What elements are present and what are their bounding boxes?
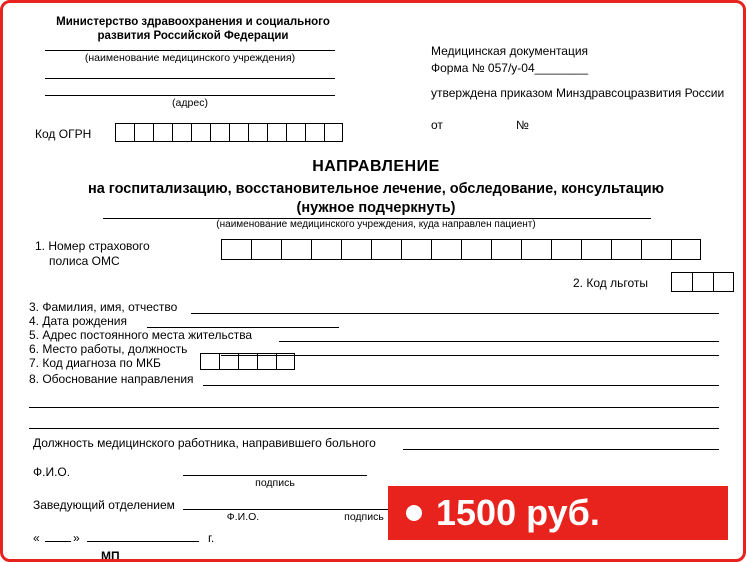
- diagnosis-code-cells[interactable]: [200, 353, 295, 370]
- field-justification-rule-2[interactable]: [29, 407, 719, 408]
- policy-cell[interactable]: [311, 239, 341, 260]
- diagnosis-cell[interactable]: [276, 353, 295, 370]
- head-fio-caption: Ф.И.О.: [226, 511, 260, 523]
- diagnosis-cell[interactable]: [219, 353, 238, 370]
- approval-number-label: №: [516, 118, 529, 132]
- document-inner: [3, 3, 746, 562]
- price-stamp-text: 1500 руб.: [436, 492, 600, 533]
- page-subtitle: [3, 180, 746, 218]
- ministry-heading: [43, 15, 343, 43]
- policy-cell[interactable]: [521, 239, 551, 260]
- policy-cell[interactable]: [671, 239, 701, 260]
- doctor-position-label: Должность медицинского работника, направившего больного: [33, 436, 376, 450]
- page-title: НАПРАВЛЕНИЕ: [312, 158, 440, 175]
- ogrn-cell[interactable]: [153, 123, 172, 142]
- policy-cell[interactable]: [371, 239, 401, 260]
- ogrn-label: Код ОГРН: [35, 127, 92, 141]
- benefit-cell[interactable]: [692, 272, 713, 292]
- policy-cell[interactable]: [401, 239, 431, 260]
- policy-cell[interactable]: [221, 239, 251, 260]
- policy-number-cells[interactable]: [221, 239, 701, 260]
- institution-rule-2: [45, 78, 335, 79]
- field-fullname-rule[interactable]: [191, 313, 719, 314]
- policy-label-line-2: полиса ОМС: [49, 254, 120, 268]
- ogrn-cell[interactable]: [267, 123, 286, 142]
- field-diagnosis-label: 7. Код диагноза по МКБ: [29, 356, 161, 370]
- field-justification-rule-3[interactable]: [29, 428, 719, 429]
- benefit-code-cells[interactable]: [671, 272, 734, 292]
- ogrn-cell[interactable]: [134, 123, 153, 142]
- policy-cell[interactable]: [551, 239, 581, 260]
- field-workplace-label: 6. Место работы, должность: [29, 342, 188, 356]
- field-birthdate-label: 4. Дата рождения: [29, 314, 127, 328]
- med-doc-line-1: Медицинская документация: [431, 44, 589, 58]
- dot-icon: [406, 505, 422, 521]
- head-signature-caption: подпись: [344, 511, 384, 523]
- field-address-label: 5. Адрес постоянного места жительства: [29, 328, 253, 342]
- stamp-place-label: МП: [101, 549, 120, 562]
- ogrn-cell[interactable]: [286, 123, 305, 142]
- policy-cell[interactable]: [431, 239, 461, 260]
- policy-cell[interactable]: [641, 239, 671, 260]
- subtitle-line-1: на госпитализацию, восстановительное лечение, обследование, консультацию: [87, 181, 665, 197]
- ogrn-cells[interactable]: [115, 123, 343, 142]
- date-month-rule[interactable]: [87, 541, 199, 542]
- medical-documentation-block: [431, 43, 588, 77]
- doctor-fio-label: Ф.И.О.: [33, 465, 71, 479]
- approval-line: утверждена приказом Минздравсоцразвития России: [431, 86, 725, 100]
- approval-date-label: от: [431, 118, 443, 132]
- diagnosis-cell[interactable]: [257, 353, 276, 370]
- ogrn-cell[interactable]: [248, 123, 267, 142]
- date-quote-close: »: [73, 531, 80, 545]
- policy-label-line-1: 1. Номер страхового: [35, 239, 150, 253]
- subtitle-line-2: (нужное подчеркнуть): [296, 200, 456, 216]
- ministry-line-1: Министерство здравоохранения и социального: [56, 16, 330, 28]
- date-year-suffix: г.: [208, 531, 215, 545]
- ogrn-cell[interactable]: [229, 123, 248, 142]
- field-address-rule[interactable]: [279, 341, 719, 342]
- policy-cell[interactable]: [461, 239, 491, 260]
- ogrn-cell[interactable]: [305, 123, 324, 142]
- policy-cell[interactable]: [281, 239, 311, 260]
- field-justification-rule-1[interactable]: [203, 385, 719, 386]
- date-day-rule[interactable]: [45, 541, 71, 542]
- ogrn-cell[interactable]: [324, 123, 343, 142]
- diagnosis-cell[interactable]: [200, 353, 219, 370]
- policy-cell[interactable]: [611, 239, 641, 260]
- institution-rule-3: [45, 95, 335, 96]
- date-quote-open: «: [33, 531, 40, 545]
- med-doc-line-2: Форма № 057/у-04________: [431, 61, 589, 75]
- institution-rule-1: [45, 50, 335, 51]
- ogrn-cell[interactable]: [172, 123, 191, 142]
- field-justification-label: 8. Обоснование направления: [29, 372, 194, 386]
- head-department-label: Заведующий отделением: [33, 498, 175, 512]
- ogrn-cell[interactable]: [115, 123, 134, 142]
- field-fullname-label: 3. Фамилия, имя, отчество: [29, 300, 178, 314]
- policy-cell[interactable]: [251, 239, 281, 260]
- target-institution-caption: (наименование медицинского учреждения, куда направлен пациент): [216, 219, 536, 230]
- price-stamp-banner: [388, 486, 728, 540]
- diagnosis-cell[interactable]: [238, 353, 257, 370]
- ogrn-cell[interactable]: [210, 123, 229, 142]
- field-workplace-rule[interactable]: [221, 355, 719, 356]
- policy-cell[interactable]: [341, 239, 371, 260]
- benefit-cell[interactable]: [671, 272, 692, 292]
- policy-cell[interactable]: [491, 239, 521, 260]
- benefit-code-label: 2. Код льготы: [573, 276, 648, 290]
- doctor-signature-rule[interactable]: [183, 475, 367, 476]
- address-caption: (адрес): [172, 97, 208, 109]
- doctor-signature-caption: подпись: [255, 477, 295, 489]
- doctor-position-rule[interactable]: [403, 449, 719, 450]
- institution-caption: (наименование медицинского учреждения): [84, 52, 296, 64]
- policy-cell[interactable]: [581, 239, 611, 260]
- benefit-cell[interactable]: [713, 272, 734, 292]
- ogrn-cell[interactable]: [191, 123, 210, 142]
- ministry-line-2: развития Российской Федерации: [97, 30, 289, 42]
